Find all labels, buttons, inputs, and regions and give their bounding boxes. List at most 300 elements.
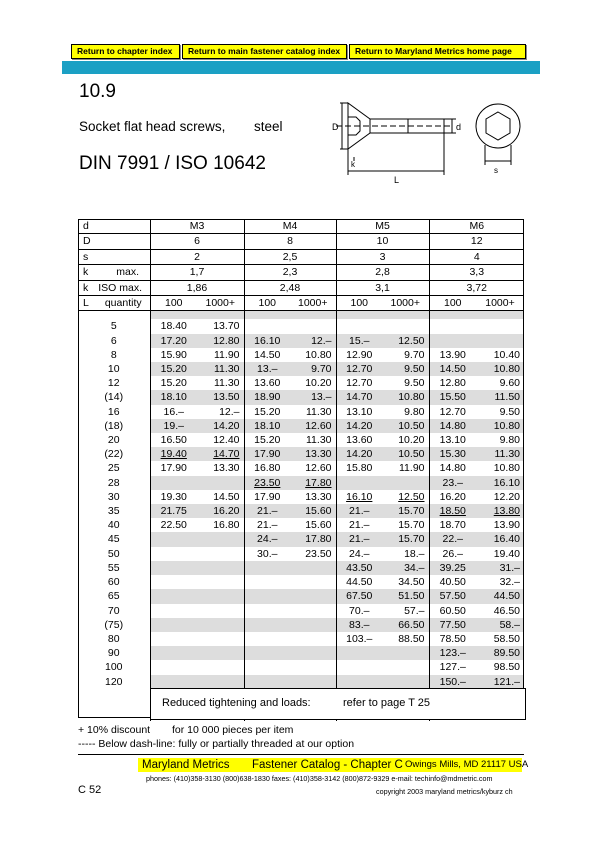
length-cell: 80 — [107, 632, 120, 645]
price-value: 14.50 — [254, 348, 281, 361]
price-cell — [382, 348, 429, 362]
price-cell — [336, 632, 382, 646]
price-cell — [244, 660, 290, 674]
price-cell — [336, 376, 382, 390]
price-cell — [476, 476, 524, 490]
price-value: 11.30 — [494, 448, 520, 461]
price-cell — [197, 447, 244, 461]
price-value: 16.80 — [254, 462, 281, 475]
price-cell — [382, 476, 429, 490]
spec-value: 2,8 — [336, 265, 429, 280]
price-cell — [197, 518, 244, 532]
spec-value: 2,3 — [244, 265, 336, 280]
price-cell — [429, 390, 476, 404]
price-cell — [382, 490, 429, 504]
screw-drawing — [318, 95, 528, 185]
price-value: 12.70 — [346, 377, 373, 390]
price-cell — [150, 390, 197, 404]
table-row — [78, 675, 524, 689]
price-cell — [197, 405, 244, 419]
spec-row-kmax — [78, 265, 524, 280]
price-cell — [290, 604, 336, 618]
quantity-value: 100 — [336, 296, 382, 311]
table-row — [78, 575, 524, 589]
price-cell — [290, 433, 336, 447]
price-value: 12.– — [219, 405, 240, 418]
length-cell: (75) — [104, 618, 124, 631]
footer-location: Owings Mills, MD 21117 USA — [405, 759, 529, 770]
price-cell — [336, 589, 382, 603]
price-cell — [197, 547, 244, 561]
price-cell — [290, 518, 336, 532]
price-value: 16.10 — [346, 490, 373, 503]
price-cell — [244, 447, 290, 461]
price-cell — [244, 476, 290, 490]
price-cell — [197, 532, 244, 546]
price-value: 13.90 — [439, 348, 466, 361]
price-cell — [290, 419, 336, 433]
table-row — [78, 461, 524, 475]
price-cell — [382, 390, 429, 404]
price-cell — [429, 433, 476, 447]
price-value: 14.70 — [213, 448, 240, 461]
discount-text: + 10% discount — [78, 724, 151, 736]
price-cell — [336, 604, 382, 618]
price-cell — [476, 504, 524, 518]
price-cell — [382, 518, 429, 532]
price-value: 18.70 — [439, 519, 466, 532]
price-cell — [382, 319, 429, 333]
price-value: 40.50 — [439, 576, 466, 589]
price-cell — [336, 504, 382, 518]
price-cell — [336, 319, 382, 333]
price-cell — [244, 646, 290, 660]
price-cell — [290, 561, 336, 575]
price-cell — [382, 675, 429, 689]
price-value: 9.70 — [404, 348, 425, 361]
price-value: 46.50 — [493, 604, 520, 617]
price-value: 67.50 — [346, 590, 373, 603]
price-cell — [476, 334, 524, 348]
price-cell — [382, 504, 429, 518]
price-cell — [244, 319, 290, 333]
table-row — [78, 348, 524, 362]
length-cell: 10 — [107, 363, 120, 376]
price-value: 10.40 — [493, 348, 520, 361]
price-value: 39.25 — [439, 561, 466, 574]
price-cell — [290, 490, 336, 504]
price-value: 12.50 — [398, 490, 425, 503]
price-cell — [197, 490, 244, 504]
price-cell — [476, 618, 524, 632]
price-value: 127.– — [439, 661, 466, 674]
price-cell — [429, 604, 476, 618]
price-value: 83.– — [349, 618, 370, 631]
price-value: 14.50 — [439, 363, 466, 376]
price-cell — [244, 589, 290, 603]
price-value: 16.– — [163, 405, 184, 418]
spec-value: 12 — [429, 234, 524, 249]
price-cell — [336, 518, 382, 532]
price-value: 10.50 — [398, 419, 425, 432]
price-cell — [336, 461, 382, 475]
price-cell — [150, 405, 197, 419]
spec-value: M4 — [244, 219, 336, 234]
spec-label — [78, 234, 150, 249]
price-value: 18.90 — [254, 391, 281, 404]
price-cell — [429, 632, 476, 646]
spec-value: 2,48 — [244, 280, 336, 295]
price-cell — [197, 334, 244, 348]
price-cell — [244, 334, 290, 348]
price-cell — [476, 348, 524, 362]
price-cell — [336, 447, 382, 461]
price-cell — [336, 433, 382, 447]
price-value: 9.80 — [499, 434, 520, 447]
price-cell — [382, 433, 429, 447]
length-cell: 100 — [104, 661, 123, 674]
length-cell: 16 — [107, 405, 120, 418]
price-cell — [429, 518, 476, 532]
price-value: 10.80 — [398, 391, 425, 404]
length-cell: 35 — [107, 505, 120, 518]
price-cell — [244, 575, 290, 589]
price-cell — [244, 532, 290, 546]
table-row — [78, 405, 524, 419]
price-cell — [336, 419, 382, 433]
price-cell — [382, 405, 429, 419]
copyright: copyright 2003 maryland metrics/kyburz ch — [376, 787, 513, 796]
price-table — [78, 219, 524, 721]
price-cell — [476, 646, 524, 660]
spec-row-d — [78, 219, 524, 234]
price-value: 14.80 — [439, 419, 466, 432]
label-L: L — [394, 175, 400, 185]
spec-value: M5 — [336, 219, 429, 234]
price-value: 17.90 — [160, 462, 187, 475]
price-cell — [290, 334, 336, 348]
spec-value: 2 — [150, 249, 244, 264]
price-cell — [429, 660, 476, 674]
price-value: 44.50 — [346, 576, 373, 589]
price-value: 21.75 — [160, 505, 187, 518]
price-value: 16.80 — [213, 519, 240, 532]
length-cell: (22) — [104, 448, 124, 461]
price-cell — [290, 575, 336, 589]
price-cell — [197, 675, 244, 689]
price-value: 57.50 — [439, 590, 466, 603]
price-value: 13.50 — [213, 391, 240, 404]
price-value: 18.40 — [160, 320, 187, 333]
price-cell — [150, 675, 197, 689]
price-value: 11.30 — [214, 363, 240, 376]
price-value: 11.50 — [494, 391, 520, 404]
label-k: k — [351, 160, 355, 169]
price-cell — [290, 348, 336, 362]
price-value: 17.80 — [305, 533, 332, 546]
price-value: 123.– — [439, 647, 466, 660]
price-cell — [290, 447, 336, 461]
price-cell — [336, 490, 382, 504]
spec-value: 10 — [336, 234, 429, 249]
price-value: 24.– — [349, 547, 370, 560]
price-value: 60.50 — [439, 604, 466, 617]
price-cell — [150, 618, 197, 632]
spec-symbol: s — [83, 250, 89, 263]
return-main-index-link[interactable]: Return to main fastener catalog index — [182, 44, 347, 59]
spec-value: 1,86 — [150, 280, 244, 295]
tightening-note — [150, 688, 526, 720]
price-value: 15.30 — [439, 448, 466, 461]
length-cell: 50 — [107, 547, 120, 560]
price-cell — [429, 376, 476, 390]
price-cell — [290, 547, 336, 561]
table-row — [78, 532, 524, 546]
price-cell — [197, 589, 244, 603]
price-value: 11.90 — [399, 462, 425, 475]
product-name: Socket flat head screws, — [79, 119, 226, 134]
price-cell — [150, 532, 197, 546]
footer-catalog: Fastener Catalog - Chapter C — [252, 759, 403, 771]
price-cell — [336, 405, 382, 419]
price-cell — [382, 547, 429, 561]
price-value: 58.50 — [493, 632, 520, 645]
table-row — [78, 618, 524, 632]
price-value: 19.– — [163, 419, 184, 432]
price-cell — [244, 461, 290, 475]
price-value: 13.30 — [213, 462, 240, 475]
price-cell — [290, 675, 336, 689]
price-cell — [476, 660, 524, 674]
price-value: 13.30 — [305, 448, 332, 461]
return-home-link[interactable]: Return to Maryland Metrics home page — [349, 44, 526, 59]
price-cell — [382, 419, 429, 433]
price-cell — [150, 476, 197, 490]
price-cell — [197, 604, 244, 618]
length-cell: 55 — [107, 561, 120, 574]
price-cell — [150, 646, 197, 660]
footer-band — [138, 758, 529, 772]
length-cell: 28 — [107, 476, 120, 489]
price-cell — [429, 461, 476, 475]
price-cell — [197, 376, 244, 390]
price-cell — [429, 419, 476, 433]
price-cell — [244, 405, 290, 419]
price-value: 15.50 — [439, 391, 466, 404]
price-cell — [429, 334, 476, 348]
price-cell — [476, 675, 524, 689]
price-value: 9.70 — [311, 363, 332, 376]
spec-value: 3,1 — [336, 280, 429, 295]
price-value: 66.50 — [398, 618, 425, 631]
table-row — [78, 632, 524, 646]
price-value: 14.50 — [213, 490, 240, 503]
price-cell — [290, 504, 336, 518]
price-value: 26.– — [442, 547, 463, 560]
price-value: 19.40 — [160, 448, 187, 461]
quantity-value: 100 — [244, 296, 290, 311]
length-cell: 65 — [107, 590, 120, 603]
price-cell — [150, 376, 197, 390]
return-chapter-index-link[interactable]: Return to chapter index — [71, 44, 180, 59]
price-cell — [476, 532, 524, 546]
price-cell — [429, 405, 476, 419]
price-cell — [244, 490, 290, 504]
price-cell — [244, 433, 290, 447]
price-cell — [150, 589, 197, 603]
price-cell — [476, 362, 524, 376]
table-row — [78, 376, 524, 390]
price-cell — [429, 490, 476, 504]
spec-value: 3,3 — [429, 265, 524, 280]
spec-label — [78, 219, 150, 234]
price-cell — [476, 575, 524, 589]
spec-row-kiso — [78, 280, 524, 295]
length-cell: 5 — [110, 320, 117, 333]
table-row — [78, 518, 524, 532]
price-cell — [476, 376, 524, 390]
price-value: 12.50 — [398, 334, 425, 347]
price-value: 15.20 — [160, 377, 187, 390]
price-cell — [429, 561, 476, 575]
price-value: 31.– — [499, 561, 520, 574]
price-cell — [244, 348, 290, 362]
price-cell — [150, 561, 197, 575]
price-value: 12.80 — [213, 334, 240, 347]
price-value: 13.10 — [346, 405, 373, 418]
price-cell — [197, 561, 244, 575]
price-value: 15.70 — [398, 533, 425, 546]
quantity-value: 100 — [429, 296, 476, 311]
price-value: 22.– — [442, 533, 463, 546]
dashline-note: ----- Below dash-line: fully or partially threaded at our option — [78, 738, 355, 750]
spec-value: M6 — [429, 219, 524, 234]
spec-value: 8 — [244, 234, 336, 249]
price-cell — [150, 660, 197, 674]
length-symbol: L — [83, 297, 89, 310]
price-cell — [197, 348, 244, 362]
price-value: 13.90 — [493, 519, 520, 532]
price-value: 15.60 — [305, 519, 332, 532]
price-value: 18.– — [404, 547, 425, 560]
price-value: 70.– — [349, 604, 370, 617]
price-cell — [476, 589, 524, 603]
spec-value: 1,7 — [150, 265, 244, 280]
price-cell — [336, 348, 382, 362]
price-cell — [290, 461, 336, 475]
price-cell — [244, 419, 290, 433]
price-value: 13.– — [311, 391, 332, 404]
price-value: 16.20 — [439, 490, 466, 503]
spec-qualifier: max. — [116, 266, 140, 279]
price-cell — [382, 362, 429, 376]
price-value: 10.80 — [305, 348, 332, 361]
price-cell — [476, 461, 524, 475]
price-value: 10.20 — [398, 434, 425, 447]
price-cell — [429, 675, 476, 689]
price-cell — [150, 319, 197, 333]
price-value: 30.– — [257, 547, 278, 560]
spec-value: 3,72 — [429, 280, 524, 295]
price-value: 12.80 — [439, 377, 466, 390]
price-cell — [382, 575, 429, 589]
price-cell — [476, 447, 524, 461]
length-cell: (14) — [104, 391, 124, 404]
price-value: 15.20 — [254, 434, 281, 447]
spec-value: 6 — [150, 234, 244, 249]
price-cell — [382, 376, 429, 390]
price-value: 12.70 — [439, 405, 466, 418]
price-cell — [150, 504, 197, 518]
footer-company: Maryland Metrics — [142, 759, 230, 771]
table-row — [78, 419, 524, 433]
price-cell — [382, 589, 429, 603]
price-value: 15.70 — [398, 505, 425, 518]
price-cell — [429, 618, 476, 632]
header-band — [62, 61, 540, 74]
spec-value: 2,5 — [244, 249, 336, 264]
price-value: 16.50 — [160, 434, 187, 447]
price-value: 43.50 — [346, 561, 373, 574]
price-cell — [382, 532, 429, 546]
price-value: 15.70 — [398, 519, 425, 532]
price-cell — [197, 390, 244, 404]
price-value: 19.30 — [160, 490, 187, 503]
table-row — [78, 476, 524, 490]
price-value: 13.10 — [439, 434, 466, 447]
price-value: 12.40 — [213, 434, 240, 447]
price-cell — [290, 390, 336, 404]
price-cell — [429, 319, 476, 333]
price-value: 98.50 — [493, 661, 520, 674]
price-value: 15.20 — [254, 405, 281, 418]
price-cell — [197, 433, 244, 447]
table-row — [78, 589, 524, 603]
price-value: 14.20 — [346, 448, 373, 461]
price-value: 10.80 — [493, 462, 520, 475]
price-cell — [476, 632, 524, 646]
price-cell — [290, 376, 336, 390]
price-cell — [476, 419, 524, 433]
table-row — [78, 504, 524, 518]
label-d: d — [456, 122, 462, 132]
spec-symbol: D — [83, 235, 91, 248]
price-cell — [244, 547, 290, 561]
price-value: 15.90 — [160, 348, 187, 361]
price-value: 16.40 — [493, 533, 520, 546]
price-value: 13.80 — [493, 505, 520, 518]
table-row — [78, 547, 524, 561]
quantity-value: 100 — [150, 296, 197, 311]
note-reference[interactable]: refer to page T 25 — [343, 697, 431, 709]
price-value: 21.– — [349, 519, 370, 532]
price-cell — [382, 618, 429, 632]
price-cell — [382, 561, 429, 575]
price-value: 22.50 — [160, 519, 187, 532]
price-value: 44.50 — [493, 590, 520, 603]
page-number: C 52 — [78, 784, 102, 796]
table-row — [78, 490, 524, 504]
price-value: 9.50 — [404, 377, 425, 390]
table-row — [78, 334, 524, 348]
price-value: 23.– — [442, 476, 463, 489]
price-value: 21.– — [257, 519, 278, 532]
price-cell — [150, 575, 197, 589]
price-cell — [429, 575, 476, 589]
price-cell — [244, 362, 290, 376]
price-value: 15.80 — [346, 462, 373, 475]
price-value: 34.– — [404, 561, 425, 574]
